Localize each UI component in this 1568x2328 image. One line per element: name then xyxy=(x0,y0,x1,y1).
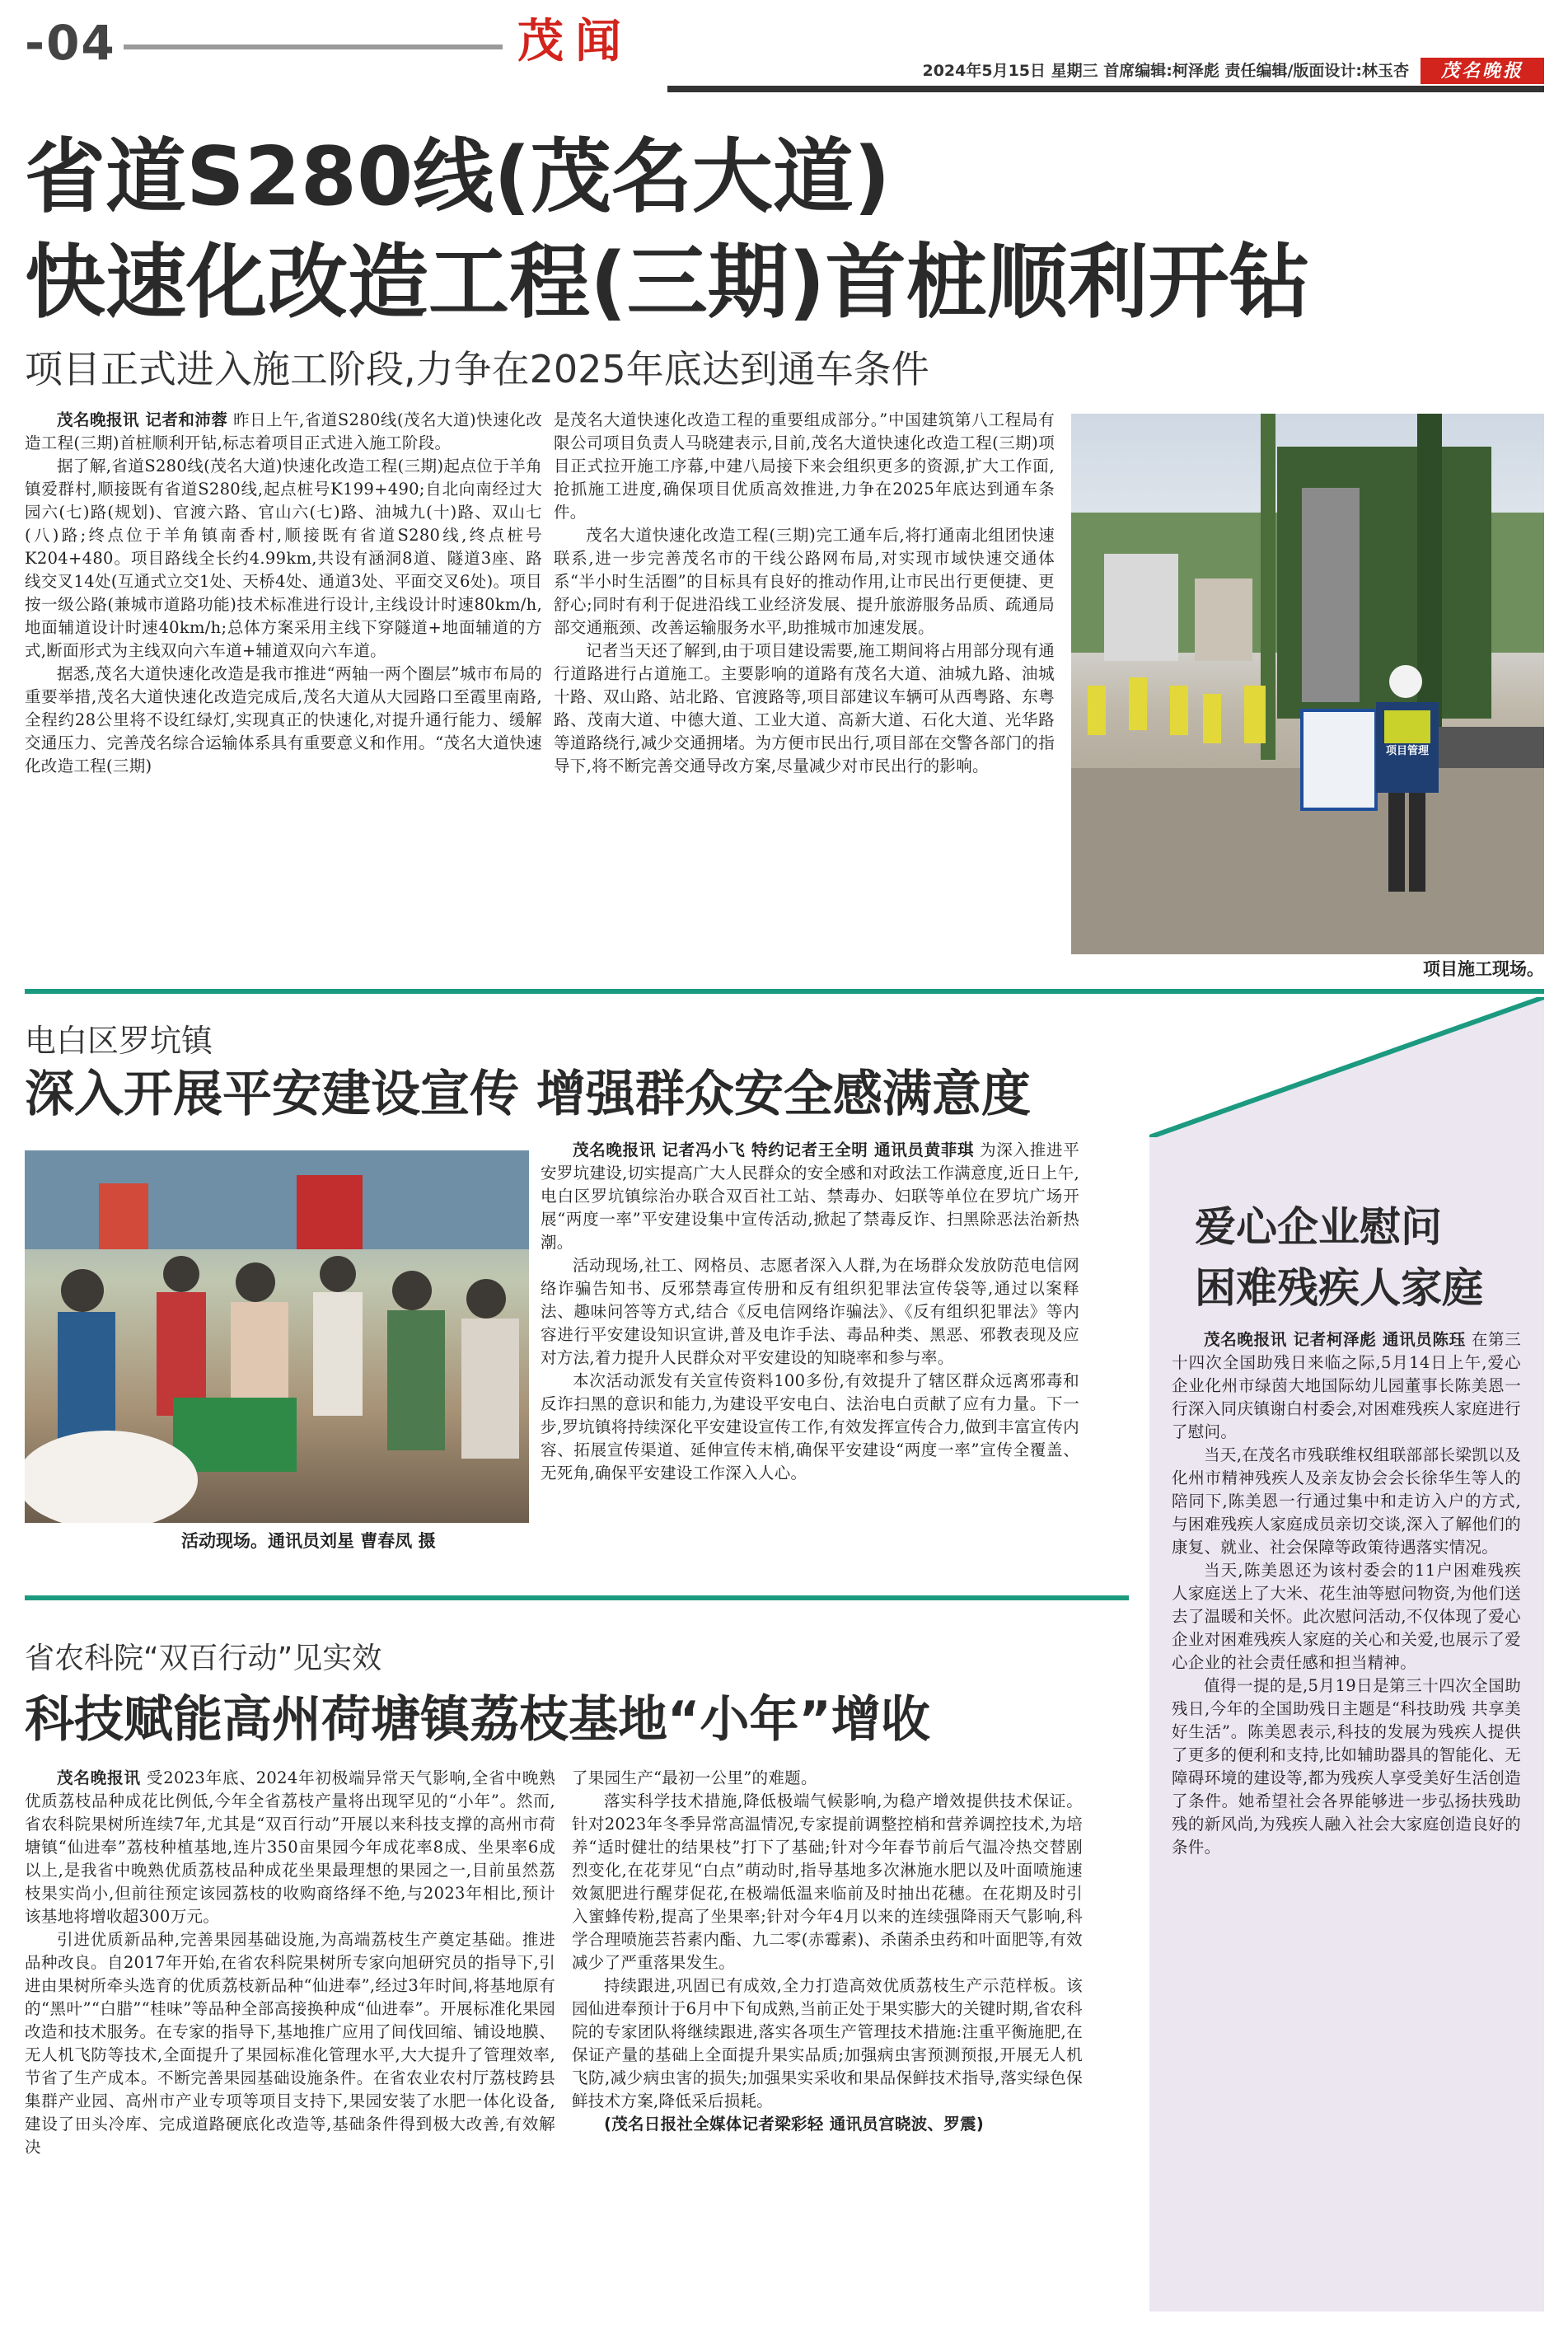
article1-col1 xyxy=(25,409,542,986)
page-number: -04 xyxy=(25,15,116,71)
article1-title-line2: 快速化改造工程(三期)首桩顺利开钻 xyxy=(25,236,1310,330)
sidebar-byline: 茂名晚报讯 记者柯泽彪 通讯员陈珏 xyxy=(1204,1330,1466,1349)
section-divider xyxy=(25,989,1544,994)
article2-paragraph: 活动现场,社工、网格员、志愿者深入人群,为在场群众发放防范电信网络诈骗告知书、反邪禁毒宣传册和反有组织犯罪法宣传袋等,通过以案释法、趣味问答等方式,结合《反电信网络诈骗法》、《反有组织犯罪法》等内容进行平安建设知识宣讲,普及电诈手法、毒品种类、黑恶、邪教表现及应对方法,着力提升人民群众对平安建设的知晓率和参与率。 xyxy=(541,1256,1079,1367)
article1-title-line1: 省道S280线(茂名大道) xyxy=(25,130,891,224)
photo-sign-label: 项目管理 xyxy=(1385,745,1429,757)
header-rule-left xyxy=(124,44,503,49)
section-divider xyxy=(25,1595,1129,1600)
article1-paragraph: 是茂名大道快速化改造工程的重要组成部分。”中国建筑第八工程局有限公司项目负责人马晓建表示,目前,茂名大道快速化改造工程(三期)项目正式拉开施工序幕,中建八局接下来会组织更多的资源,扩大工作面,抢抓施工进度,确保项目优质高效推进,力争在2025年底达到通车条件。 xyxy=(554,410,1055,522)
article1-subtitle: 项目正式进入施工阶段,力争在2025年底达到通车条件 xyxy=(25,347,929,391)
article3-col1 xyxy=(25,1767,555,2316)
sidebar-title-line1: 爱心企业慰问 xyxy=(1195,1203,1442,1251)
article2-body xyxy=(541,1139,1079,1584)
article3-byline: 茂名晚报讯 xyxy=(57,1768,141,1787)
article1-col2 xyxy=(554,409,1055,986)
article2-paragraph: 本次活动派发有关宣传资料100多份,有效提升了辖区群众远离邪毒和反诈扫黑的意识和能力,为建设平安电白、法治电白贡献了应有力量。下一步,罗坑镇将持续深化平安建设宣传工作,有效发挥宣传合力,做到丰富宣传内容、拓展宣传渠道、延伸宣传末梢,确保平安建设“两度一率”宣传全覆盖、无死角,确保平安建设工作深入人心。 xyxy=(541,1371,1079,1483)
header-bar xyxy=(667,86,1544,92)
article2-title: 深入开展平安建设宣传 增强群众安全感满意度 xyxy=(25,1066,1031,1123)
article1-paragraph: 据了解,省道S280线(茂名大道)快速化改造工程(三期)起点位于羊角镇爱群村,顺接既有省道S280线,起点桩号K199+490;自北向南经过大园六(七)路(规划)、官渡六路、官山六(七)路、油城九(十)路、双山七(八)路;终点位于羊角镇南香村,顺接既有省道S280线,终点桩号K204+480。项目路线全长约4.99km,共设有涵洞8道、隧道3座、路线交叉14处(互通式立交1处、天桥4处、通道3处、平面交叉6处)。项目按一级公路(兼城市道路功能)技术标准进行设计,主线设计时速80km/h,地面辅道设计时速40km/h;总体方案采用主线下穿隧道+地面辅道的方式,断面形式为主线双向六车道+辅道双向六车道。 xyxy=(25,457,542,660)
construction-scene-illustration xyxy=(1071,414,1544,954)
sidebar-paragraph: 值得一提的是,5月19日是第三十四次全国助残日,今年的全国助残日主题是“科技助残 共享美好生活”。陈美恩表示,科技的发展为残疾人提供了更多的便利和支持,比如辅助器具的智能化、无障碍环境的建设等,都为残疾人享受美好生活创造了条件。她希望社会各界能够进一步弘扬扶残助残的新风尚,为残疾人融入社会大家庭创造良好的条件。 xyxy=(1172,1676,1521,1857)
sidebar-title-line2: 困难残疾人家庭 xyxy=(1195,1264,1483,1312)
section-title: 茂闻 xyxy=(517,14,633,68)
article3-paragraph: 落实科学技术措施,降低极端气候影响,为稳产增效提供技术保证。针对2023年冬季异常高温情况,专家提前调整控梢和营养调控技术,为培养“适时健壮的结果枝”打下了基础;针对今年春节前后气温冷热交替剧烈变化,在花芽见“白点”萌动时,指导基地多次淋施水肥以及叶面喷施速效氮肥进行醒芽促花,在极端低温来临前及时抽出花穗。在花期及时引入蜜蜂传粉,提高了坐果率;针对今年4月以来的连续强降雨天气影响,科学合理喷施芸苔素内酯、九二零(赤霉素)、杀菌杀虫药和叶面肥等,有效减少了严重落果发生。 xyxy=(572,1792,1083,1972)
article3-paragraph: 持续跟进,巩固已有成效,全力打造高效优质荔枝生产示范样板。该园仙进奉预计于6月中下旬成熟,当前正处于果实膨大的关键时期,省农科院的专家团队将继续跟进,落实各项生产管理技术措施:注重平衡施肥,在保证产量的基础上全面提升果实品质;加强病虫害预测预报,开展无人机飞防,减少病虫害的损失;加强果实采收和果品保鲜技术指导,落实绿色保鲜技术方案,降低采后损耗。 xyxy=(572,1976,1083,2110)
article3-credit: (茂名日报社全媒体记者梁彩轻 通讯员宫晓波、罗震) xyxy=(604,2115,985,2134)
article2-paragraph: 为深入推进平安罗坑建设,切实提高广大人民群众的安全感和对政法工作满意度,近日上午,电白区罗坑镇综治办联合双百社工站、禁毒办、妇联等单位在罗坑广场开展“两度一率”平安建设集中宣传活动,掀起了禁毒反诈、扫黑除恶法治新热潮。 xyxy=(541,1141,1079,1252)
article3-paragraph: 受2023年底、2024年初极端异常天气影响,全省中晚熟优质荔枝品种成花比例低,今年全省荔枝产量将出现罕见的“小年”。然而,省农科院果树所连续7年,尤其是“双百行动”开展以来科技支撑的高州市荷塘镇“仙进奉”荔枝种植基地,连片350亩果园今年成花率8成、坐果率6成以上,是我省中晚熟优质荔枝品种成花坐果最理想的果园之一,目前虽然荔枝果实尚小,但前往预定该园荔枝的收购商络绎不绝,与2023年相比,预计该基地将增收超300万元。 xyxy=(25,1768,555,1926)
sidebar-paragraph: 当天,在茂名市残联维权组联部部长梁凯以及化州市精神残疾人及亲友协会会长徐华生等人的陪同下,陈美恩一行通过集中和走访入户的方式,与困难残疾人家庭成员亲切交谈,深入了解他们的康复、就业、社会保障等政策待遇落实情况。 xyxy=(1172,1445,1521,1557)
masthead-logo: 茂名晚报 xyxy=(1421,58,1544,84)
sidebar-paragraph: 当天,陈美恩还为该村委会的11户困难残疾人家庭送上了大米、花生油等慰问物资,为他们送去了温暖和关怀。此次慰问活动,不仅体现了爱心企业对困难残疾人家庭的关心和关爱,也展示了爱心企业的社会责任感和担当精神。 xyxy=(1172,1561,1521,1672)
publicity-photo-caption: 活动现场。通讯员刘星 曹春凤 摄 xyxy=(181,1531,436,1551)
header-info: 2024年5月15日 星期三 首席编辑:柯泽彪 责任编辑/版面设计:林玉杏 xyxy=(922,62,1409,80)
article1-paragraph: 茂名大道快速化改造工程(三期)完工通车后,将打通南北组团快速联系,进一步完善茂名市的干线公路网布局,对实现市域快速交通体系“半小时生活圈”的目标具有良好的推动作用,让市民出行更便捷、更舒心;同时有利于促进沿线工业经济发展、提升旅游服务品质、疏通局部交通瓶颈、改善运输服务水平,助推城市加速发展。 xyxy=(554,526,1055,637)
crowd-scene-illustration xyxy=(25,1150,529,1523)
construction-photo-caption: 项目施工现场。 xyxy=(1423,959,1544,979)
article2-byline: 茂名晚报讯 记者冯小飞 特约记者王全明 通讯员黄菲琪 xyxy=(573,1141,975,1159)
article1-paragraph: 昨日上午,省道S280线(茂名大道)快速化改造工程(三期)首桩顺利开钻,标志着项目正式进入施工阶段。 xyxy=(25,410,542,452)
article3-paragraph: 引进优质新品种,完善果园基础设施,为高端荔枝生产奠定基础。推进品种改良。自2017年开始,在省农科院果树所专家向旭研究员的指导下,引进由果树所牵头选育的优质荔枝新品种“仙进奉”,经过3年时间,将基地原有的“黑叶”“白腊”“桂味”等品种全部高接换种成“仙进奉”。开展标准化果园改造和技术服务。在专家的指导下,基地推广应用了间伐回缩、铺设地膜、无人机飞防等技术,全面提升了果园标准化管理水平,大大提升了管理效率,节省了生产成本。不断完善果园基础设施条件。在省农业农村厅荔枝跨县集群产业园、高州市产业专项等项目支持下,果园安装了水肥一体化设备,建设了田头冷库、完成道路硬底化改造等,基础条件得到极大改善,有效解决 xyxy=(25,1930,555,2157)
publicity-event-photo xyxy=(25,1150,529,1523)
article3-kicker: 省农科院“双百行动”见实效 xyxy=(25,1642,382,1675)
sidebar-paragraph: 在第三十四次全国助残日来临之际,5月14日上午,爱心企业化州市绿茵大地国际幼儿园董事长陈美恩一行深入同庆镇谢白村委会,对困难残疾人家庭进行了慰问。 xyxy=(1172,1330,1521,1441)
article1-byline: 茂名晚报讯 记者和沛蓉 xyxy=(57,410,228,429)
article3-title: 科技赋能高州荷塘镇荔枝基地“小年”增收 xyxy=(25,1691,930,1749)
article3-paragraph: 了果园生产“最初一公里”的难题。 xyxy=(572,1768,817,1787)
article3-col2 xyxy=(572,1767,1083,2316)
sidebar-body xyxy=(1172,1328,1521,2301)
article2-kicker: 电白区罗坑镇 xyxy=(25,1023,213,1059)
article1-paragraph: 据悉,茂名大道快速化改造是我市推进“两轴一两个圈层”城市布局的重要举措,茂名大道快速化改造完成后,茂名大道从大园路口至霞里南路,全程约28公里将不设红绿灯,实现真正的快速化,对提升通行能力、缓解交通压力、完善茂名综合运输体系具有重要意义和作用。“茂名大道快速化改造工程(三期) xyxy=(25,664,542,775)
article1-paragraph: 记者当天还了解到,由于项目建设需要,施工期间将占用部分现有通行道路进行占道施工。主要影响的道路有茂名大道、油城九路、油城十路、双山路、站北路、官渡路等,项目部建议车辆可从西粤路、东粤路、茂南大道、中德大道、工业大道、高新大道、石化大道、光华路等道路绕行,减少交通拥堵。为方便市民出行,项目部在交警各部门的指导下,将不断完善交通导改方案,尽量减少对市民出行的影响。 xyxy=(554,641,1055,775)
sidebar-diagonal-accent xyxy=(1149,997,1544,1137)
construction-site-photo xyxy=(1071,414,1544,954)
